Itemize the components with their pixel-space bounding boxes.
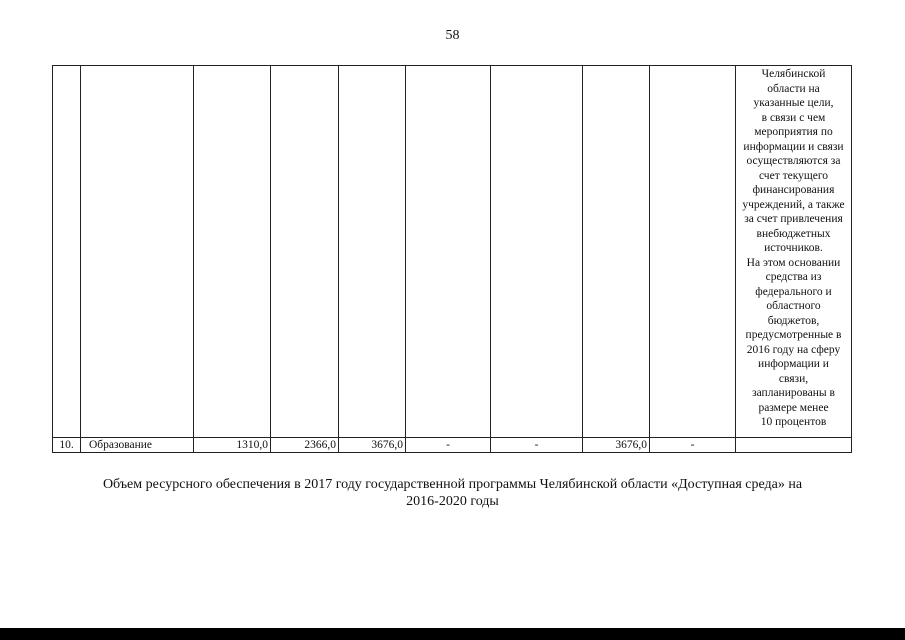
note-line: федерального и (755, 285, 832, 298)
empty-cell (406, 66, 491, 438)
empty-cell (650, 66, 736, 438)
note-line: области на (767, 82, 820, 95)
note-line: в связи с чем (761, 111, 826, 124)
scan-edge-bar (0, 628, 905, 640)
empty-cell (491, 66, 583, 438)
empty-cell (339, 66, 406, 438)
page-number: 58 (445, 28, 460, 43)
caption-line: 2016-2020 годы (406, 494, 499, 509)
note-line: связи, (778, 372, 809, 385)
note-line: 2016 году на сферу (746, 343, 841, 356)
note-line: информации и (758, 358, 829, 370)
row-value: 3676,0 (339, 438, 406, 453)
note-line: запланированы в (752, 387, 835, 399)
note-line: осуществляются за (746, 155, 841, 167)
continuation-row (53, 66, 852, 438)
row-value: - (406, 438, 491, 453)
budget-table (52, 65, 852, 453)
note-line: информации и связи (743, 140, 844, 153)
caption-line: Объем ресурсного обеспечения в 2017 году государственной программы Челябинской области «Доступная среда» на (102, 477, 803, 492)
note-line: внебюджетных (756, 227, 831, 240)
note-line: предусмотренные в (745, 329, 842, 341)
note-line: На этом основании (746, 256, 841, 269)
note-line: за счет привлечения (744, 213, 843, 225)
note-line: мероприятия по (754, 126, 833, 138)
row-number: 10. (53, 438, 81, 453)
empty-cell (271, 66, 339, 438)
note-line: финансирования (752, 184, 835, 196)
row-value: - (650, 438, 736, 453)
empty-cell (81, 66, 194, 438)
note-line: указанные цели, (753, 97, 834, 109)
note-cell (736, 66, 852, 438)
row-value: 2366,0 (271, 438, 339, 453)
empty-cell (53, 66, 81, 438)
note-line: 10 процентов (760, 416, 827, 428)
note-line: средства из (765, 271, 822, 283)
row-value: 3676,0 (583, 438, 650, 453)
empty-cell (583, 66, 650, 438)
note-line: счет текущего (758, 169, 829, 182)
note-line: областного (766, 300, 821, 312)
note-line: Челябинской (761, 68, 826, 80)
note-line: источников. (764, 242, 823, 254)
row-value: 1310,0 (194, 438, 271, 453)
note-line: размере менее (758, 401, 829, 414)
row-value: - (491, 438, 583, 453)
table-row (53, 438, 852, 453)
row-name: Образование (81, 438, 194, 453)
empty-cell (194, 66, 271, 438)
section-caption (0, 476, 905, 510)
note-line: учреждений, а также (742, 198, 845, 211)
note-line: бюджетов, (767, 314, 820, 327)
row-note (736, 438, 852, 453)
